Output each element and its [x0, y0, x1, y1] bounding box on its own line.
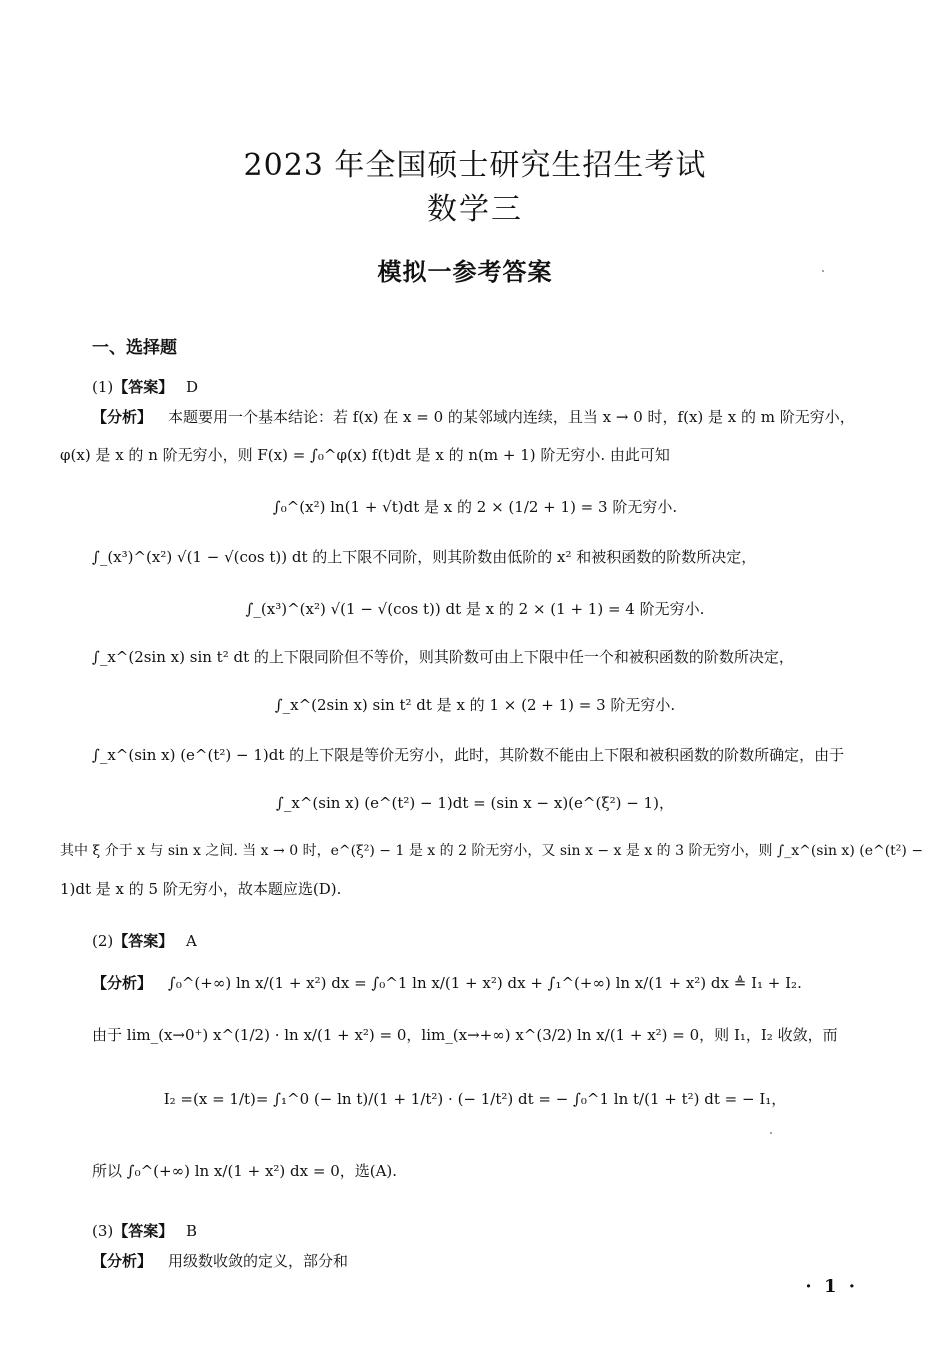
q1-analysis-line-5: ∫_x^(sin x) (e^(t²) − 1)dt 的上下限是等价无穷小，此时，其阶数不能由上下限和被积函数的阶数所确定，由于 [92, 746, 845, 764]
q2-analysis-line-2: 由于 lim_(x→0⁺) x^(1/2) · ln x/(1 + x²) = 0，lim_(x→+∞) x^(3/2) ln x/(1 + x²) = 0，则 I₁，I₂ 收敛，而 [92, 1026, 838, 1044]
q1-answer-label: 【答案】 [113, 378, 174, 396]
section-title: 一、选择题 [92, 338, 177, 358]
q1-number: (1) [92, 378, 114, 396]
q1-answer: D [186, 378, 199, 396]
q1-formula-3: ∫_x^(2sin x) sin t² dt 是 x 的 1 × (2 + 1) = 3 阶无穷小. [274, 696, 676, 714]
q2-answer-row [92, 930, 197, 951]
q3-number: (3) [92, 1222, 114, 1240]
q3-answer-row [92, 1220, 197, 1241]
q3-answer: B [186, 1222, 198, 1240]
q1-analysis-line-3: ∫_(x³)^(x²) √(1 − √(cos t)) dt 的上下限不同阶，则其阶数由低阶的 x² 和被积函数的阶数所决定， [92, 548, 757, 566]
q1-analysis-line-2: φ(x) 是 x 的 n 阶无穷小，则 F(x) = ∫₀^φ(x) f(t)dt 是 x 的 n(m + 1) 阶无穷小. 由此可知 [60, 446, 670, 464]
q3-analysis-line-1: 【分析】 用级数收敛的定义，部分和 [92, 1252, 349, 1270]
q1-analysis-line-4: ∫_x^(2sin x) sin t² dt 的上下限同阶但不等价，则其阶数可由上下限中任一个和被积函数的阶数所决定， [92, 648, 794, 666]
q2-formula-1: I₂ =(x = 1/t)= ∫₁^0 (− ln t)/(1 + 1/t²) · (− 1/t²) dt = − ∫₀^1 ln t/(1 + t²) dt = − I₁， [163, 1090, 787, 1108]
q1-analysis-line-6: 其中 ξ 介于 x 与 sin x 之间. 当 x → 0 时，e^(ξ²) − 1 是 x 的 2 阶无穷小，又 sin x − x 是 x 的 3 阶无穷小，则 ∫_x^(sin x) (e^(t²) − [60, 843, 924, 859]
q3-answer-label: 【答案】 [113, 1222, 174, 1240]
q1-analysis-label: 【分析】 [92, 408, 153, 426]
q2-answer-label: 【答案】 [113, 932, 174, 950]
q1-formula-1: ∫₀^(x²) ln(1 + √t)dt 是 x 的 2 × (1/2 + 1) = 3 阶无穷小. [272, 498, 678, 516]
q2-analysis-line-1: 【分析】 ∫₀^(+∞) ln x/(1 + x²) dx = ∫₀^1 ln x/(1 + x²) dx + ∫₁^(+∞) ln x/(1 + x²) dx ≜ I₁ + I₂. [92, 974, 802, 992]
q2-analysis-line-3: 所以 ∫₀^(+∞) ln x/(1 + x²) dx = 0，选(A). [92, 1162, 398, 1180]
q1-analysis-line-1: 【分析】 本题要用一个基本结论：若 f(x) 在 x = 0 的某邻域内连续，且当 x → 0 时，f(x) 是 x 的 m 阶无穷小， [92, 408, 855, 426]
scan-speck [822, 270, 824, 272]
q2-answer: A [186, 932, 197, 950]
page-number: · 1 · [805, 1276, 858, 1297]
q1-formula-2: ∫_(x³)^(x²) √(1 − √(cos t)) dt 是 x 的 2 × (1 + 1) = 4 阶无穷小. [245, 600, 705, 618]
q2-number: (2) [92, 932, 114, 950]
scan-speck [770, 1132, 772, 1134]
q1-analysis-line-7: 1)dt 是 x 的 5 阶无穷小，故本题应选(D). [60, 880, 342, 898]
document-subtitle: 模拟一参考答案 [377, 258, 553, 286]
subject-title: 数学三 [427, 192, 523, 227]
exam-title: 2023 年全国硕士研究生招生考试 [243, 148, 707, 183]
q1-formula-4: ∫_x^(sin x) (e^(t²) − 1)dt = (sin x − x)(e^(ξ²) − 1)， [276, 794, 674, 812]
q1-answer-row [92, 376, 198, 397]
q3-analysis-label: 【分析】 [92, 1252, 153, 1270]
q2-analysis-label: 【分析】 [92, 974, 153, 992]
